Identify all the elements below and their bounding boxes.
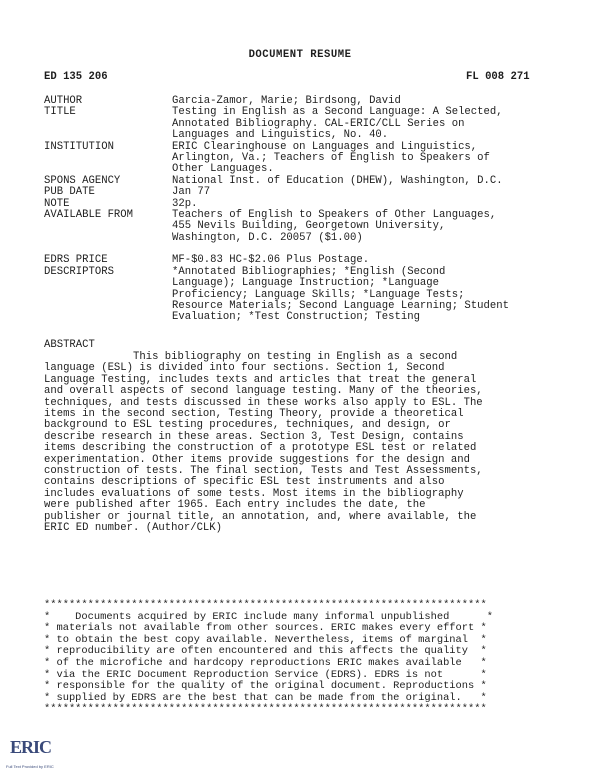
field-value: ERIC Clearinghouse on Languages and Linguistics, Arlington, Va.; Teachers of English to Speakers of Other Languages. — [172, 140, 490, 176]
field-label: TITLE — [44, 106, 76, 119]
field-spons-agency — [44, 176, 564, 187]
eric-logo-subtitle: Full Text Provided by ERIC — [6, 764, 54, 769]
field-value: Garcia-Zamor, Marie; Birdsong, David — [172, 95, 401, 107]
field-label: INSTITUTION — [44, 140, 114, 153]
field-label: EDRS PRICE — [44, 254, 108, 267]
field-available-from — [44, 210, 564, 244]
field-pub-date — [44, 187, 564, 198]
field-label: AVAILABLE FROM — [44, 209, 134, 222]
field-label: SPONS AGENCY — [44, 174, 121, 187]
field-descriptors — [44, 267, 564, 324]
field-value: MF-$0.83 HC-$2.06 Plus Postage. — [172, 254, 370, 267]
document-title: DOCUMENT RESUME — [248, 49, 352, 61]
field-value: Jan 77 — [172, 186, 211, 199]
field-value: Testing in English as a Second Language: A Selected, Annotated Bibliography. CAL-ERIC/CLL Series on Languages and Linguistics, No. 40. — [172, 106, 503, 142]
field-label: NOTE — [44, 197, 70, 210]
field-label: AUTHOR — [44, 95, 83, 107]
field-label: DESCRIPTORS — [44, 265, 114, 278]
metadata-fields — [44, 96, 564, 324]
eric-logo: ERIC — [10, 737, 52, 757]
field-value: *Annotated Bibliographies; *English (Second Language); Language Instruction; *Language Proficiency; Language Skills; *Language Tests; Resource Materials; Second Language Learning; Student Evaluation; *Test Construction; Testing — [172, 265, 509, 324]
field-edrs-price — [44, 255, 564, 266]
abstract-text: This bibliography on testing in English as a second language (ESL) is divided into four sections. Section 1, Second Language Testing, includes texts and articles that treat the general and overall aspects of second language testing. Many of the theories, techniques, and tests discussed in these works also apply to ESL. The items in the second section, Testing Theory, provide a theoretical background to ESL testing procedures, techniques, and design, or describe research in these areas. Section 3, Test Design, contains items describing the construction of a prototype ESL test or related experimentation. Other items provide suggestions for the design and construction of tests. The final section, Tests and Test Assessments, contains descriptions of specific ESL test instruments and also includes evaluations of some tests. Most items in the bibliography were published after 1965. Each entry includes the date, the publisher or journal title, an annotation, and, where available, the ERIC ED number. (Author/CLK) — [44, 351, 483, 535]
field-value: National Inst. of Education (DHEW), Washington, D.C. — [172, 174, 503, 187]
field-value: 32p. — [172, 197, 198, 210]
abstract-heading: ABSTRACT — [44, 339, 95, 351]
reproduction-notice: *********************************************************************** * Documents acquired by ERIC include many informal unpublished * * materials not available from other sources. ERIC makes every effort * * to obtain the best copy available. Nevertheless, items of marginal * * reproducibility are often encountered and this affects the quality * * of the microfiche and hardcopy reproductions ERIC makes available * * via the ERIC Document Reproduction Service (EDRS). EDRS is not * * responsible for the quality of the original document. Reproductions * * supplied by EDRS are the best that can be made from the original. * *********************************************************************** — [44, 599, 493, 716]
fl-number: FL 008 271 — [466, 71, 530, 83]
field-value: Teachers of English to Speakers of Other Languages, 455 Nevils Building, Georgetown University, Washington, D.C. 20057 ($1.00) — [172, 209, 497, 244]
field-label: PUB DATE — [44, 186, 95, 199]
field-institution — [44, 142, 564, 176]
ed-number: ED 135 206 — [44, 71, 108, 83]
field-title — [44, 107, 564, 141]
